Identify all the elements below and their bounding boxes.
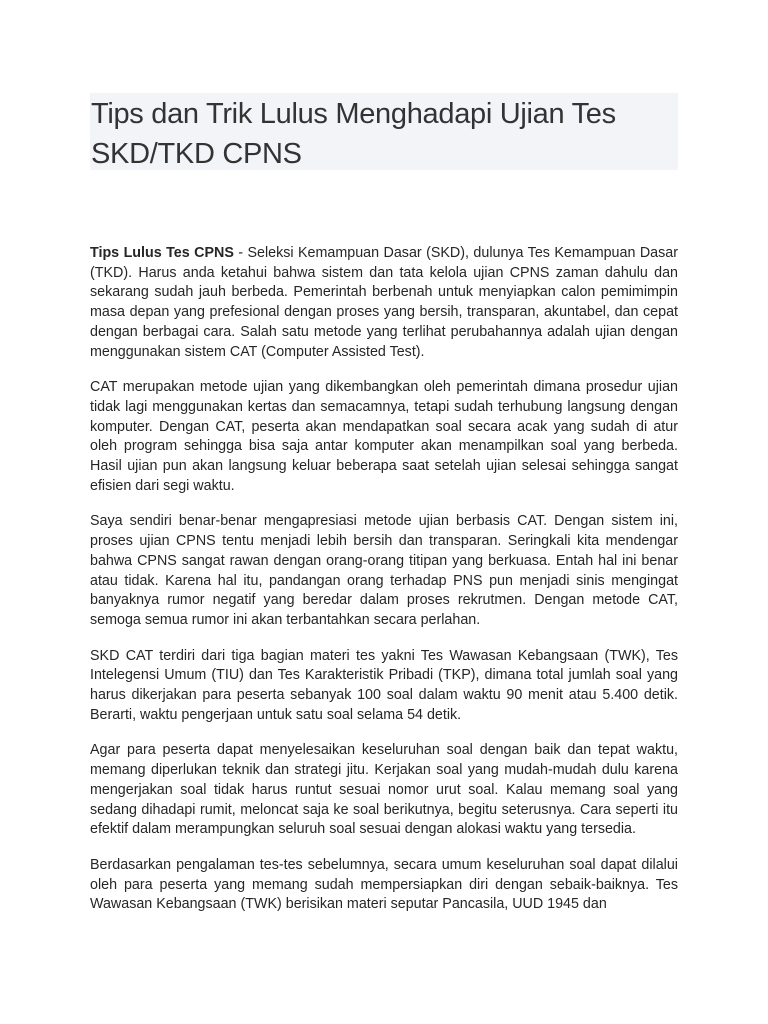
intro-lead-bold: Tips Lulus Tes CPNS [90, 245, 234, 261]
intro-text: - Seleksi Kemampuan Dasar (SKD), dulunya Tes Kemampuan Dasar (TKD). Harus anda ketahui bahwa sistem dan tata kelola ujian CPNS zaman dahulu dan sekarang sudah jauh berbeda. Pemerintah berbenah untuk menyiapkan calon pemimimpin masa depan yang prefesional dengan proses yang bersih, transparan, akuntabel, dan cepat dengan berbagai cara. Salah satu metode yang terlihat perubahannya adalah ujian dengan menggunakan sistem CAT (Computer Assisted Test). [90, 245, 678, 360]
page-title: Tips dan Trik Lulus Menghadapi Ujian Tes SKD/TKD CPNS [91, 98, 616, 170]
intro-paragraph [90, 244, 678, 362]
paragraph-skd-structure: SKD CAT terdiri dari tiga bagian materi tes yakni Tes Wawasan Kebangsaan (TWK), Tes Intelegensi Umum (TIU) dan Tes Karakteristik Pribadi (TKP), dimana total jumlah soal yang harus dikerjakan para peserta sebanyak 100 soal dalam waktu 90 menit atau 5.400 detik. Berarti, waktu pengerjaan untuk satu soal selama 54 detik. [90, 647, 678, 723]
paragraph-strategy: Agar para peserta dapat menyelesaikan keseluruhan soal dengan baik dan tepat waktu, memang diperlukan teknik dan strategi jitu. Kerjakan soal yang mudah-mudah dulu karena mengerjakan soal tidak harus runtut sesuai nomor urut soal. Kalau memang soal yang sedang dihadapi rumit, meloncat saja ke soal berikutnya, begitu seterusnya. Cara seperti itu efektif dalam merampungkan seluruh soal sesuai dengan alokasi waktu yang tersedia. [90, 742, 678, 838]
title-banner [90, 93, 678, 170]
paragraph-experience: Berdasarkan pengalaman tes-tes sebelumnya, secara umum keseluruhan soal dapat dilalui oleh para peserta yang memang sudah mempersiapkan diri dengan sebaik-baiknya. Tes Wawasan Kebangsaan (TWK) berisikan materi seputar Pancasila, UUD 1945 dan [90, 856, 678, 913]
paragraph-appreciation: Saya sendiri benar-benar mengapresiasi metode ujian berbasis CAT. Dengan sistem ini, proses ujian CPNS tentu menjadi lebih bersih dan transparan. Seringkali kita mendengar bahwa CPNS sangat rawan dengan orang-orang titipan yang berkuasa. Entah hal ini benar atau tidak. Karena hal itu, pandangan orang terhadap PNS pun menjadi sinis mengingat banyaknya rumor negatif yang beredar dalam proses rekrutmen. Dengan metode CAT, semoga semua rumor ini akan terbantahkan secara perlahan. [90, 513, 678, 628]
article-body [90, 244, 678, 931]
paragraph-cat-method: CAT merupakan metode ujian yang dikembangkan oleh pemerintah dimana prosedur ujian tidak lagi menggunakan kertas dan semacamnya, tetapi sudah terhubung langsung dengan komputer. Dengan CAT, peserta akan mendapatkan soal secara acak yang sudah di atur oleh program sehingga bisa saja antar komputer akan menampilkan soal yang berbeda. Hasil ujian pun akan langsung keluar beberapa saat setelah ujian selesai sehingga sangat efisien dari segi waktu. [90, 379, 678, 494]
